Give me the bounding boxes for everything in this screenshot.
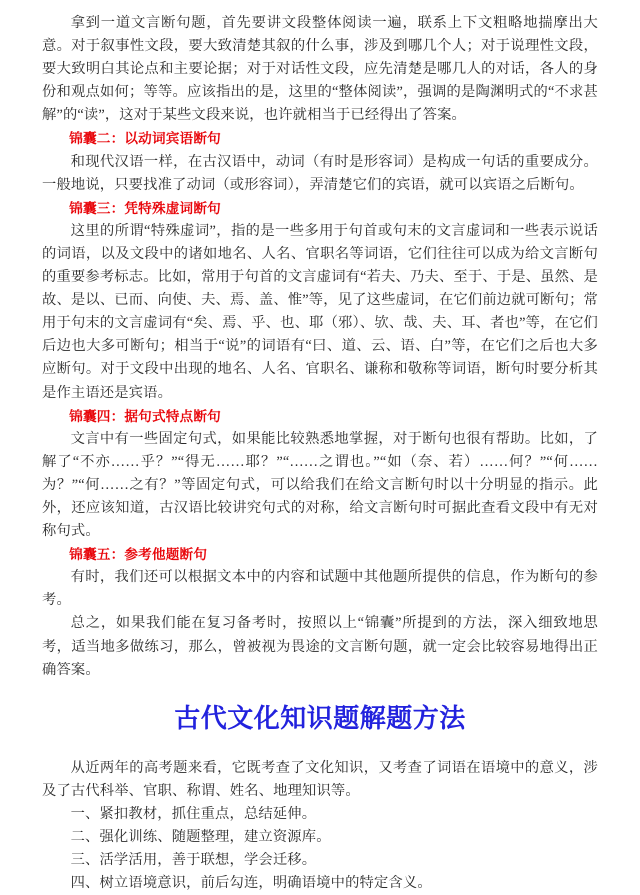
methods-list	[42, 803, 598, 895]
tip-heading-2: 锦囊二：以动词宾语断句	[69, 131, 221, 147]
tip-body-5: 有时，我们还可以根据文本中的内容和试题中其他题所提供的信息，作为断句的参考。	[42, 569, 598, 609]
tip-heading-3: 锦囊三：凭特殊虚词断句	[69, 200, 221, 216]
tip-heading-5: 锦囊五：参考他题断句	[69, 547, 208, 563]
tip-body-4: 文言中有一些固定句式，如果能比较熟悉地掌握，对于断句也很有帮助。比如，了解了“不亦……乎？”“得无……耶？”“……之谓也。”“如（奈、若）……何？”“何……为？”“何……之有？”等固定句式，可以给我们在给文言断句时以十分明显的指示。此外，还应该知道，古汉语比较讲究句式的对称，给文言断句时可据此查看文段中有无对称句式。	[42, 430, 598, 540]
method-item-3: 三、活学活用，善于联想，学会迁移。	[70, 852, 317, 869]
method-item-4: 四、树立语境意识，前后勾连，明确语境中的特定含义。	[70, 875, 432, 892]
method-item-2: 二、强化训练、随题整理，建立资源库。	[70, 829, 331, 845]
tip-heading-4: 锦囊四：据句式特点断句	[69, 408, 221, 424]
tip-body-2: 和现代汉语一样，在古汉语中，动词（有时是形容词）是构成一句话的重要成分。一般地说，只要找准了动词（或形容词），弄清楚它们的宾语，就可以宾语之后断句。	[42, 153, 598, 193]
section-title: 古代文化知识题解题方法	[174, 702, 466, 733]
section-intro-paragraph: 从近两年的高考题来看，它既考查了文化知识，又考查了词语在语境中的意义，涉及了古代科举、官职、称谓、姓名、地理知识等。	[42, 759, 598, 799]
method-item-1: 一、紧扣教材，抓住重点，总结延伸。	[70, 805, 317, 822]
conclusion-paragraph: 总之，如果我们能在复习备考时，按照以上“锦囊”所提到的方法，深入细致地思考，适当地多做练习，那么，曾被视为畏途的文言断句题，就一定会比较容易地得出正确答案。	[42, 615, 598, 678]
intro-paragraph: 拿到一道文言断句题，首先要讲文段整体阅读一遍，联系上下文粗略地揣摩出大意。对于叙事性文段，要大致清楚其叙的什么事，涉及到哪几个人；对于说理性文段，要大致明白其论点和主要论据；对于对话性文段，应先清楚是哪几人的对话，各人的身份和观点如何；等等。应该指出的是，这里的“整体阅读”，强调的是陶渊明式的“不求甚解”的“读”，这对于某些文段来说，也许就相当于已经得出了答案。	[42, 15, 598, 124]
tip-body-3: 这里的所谓“特殊虚词”，指的是一些多用于句首或句末的文言虚词和一些表示说话的词语，以及文段中的诸如地名、人名、官职名等词语，它们往往可以成为给文言断句的重要参考标志。比如，常用于句首的文言虚词有“若夫、乃夫、至于、于是、虽然、是故、是以、已而、向使、夫、焉、盖、惟”等，见了这些虚词，在它们前边就可断句；常用于句末的文言虚词有“矣、焉、乎、也、耶（邪）、欤、哉、夫、耳、者也”等，在它们后边也大多可断句；相当于“说”的词语有“曰、道、云、语、白”等，在它们之后也大多应断句。对于文段中出现的地名、人名、官职名、谦称和敬称等词语，断句时要分析其是作主语还是宾语。	[42, 222, 598, 401]
